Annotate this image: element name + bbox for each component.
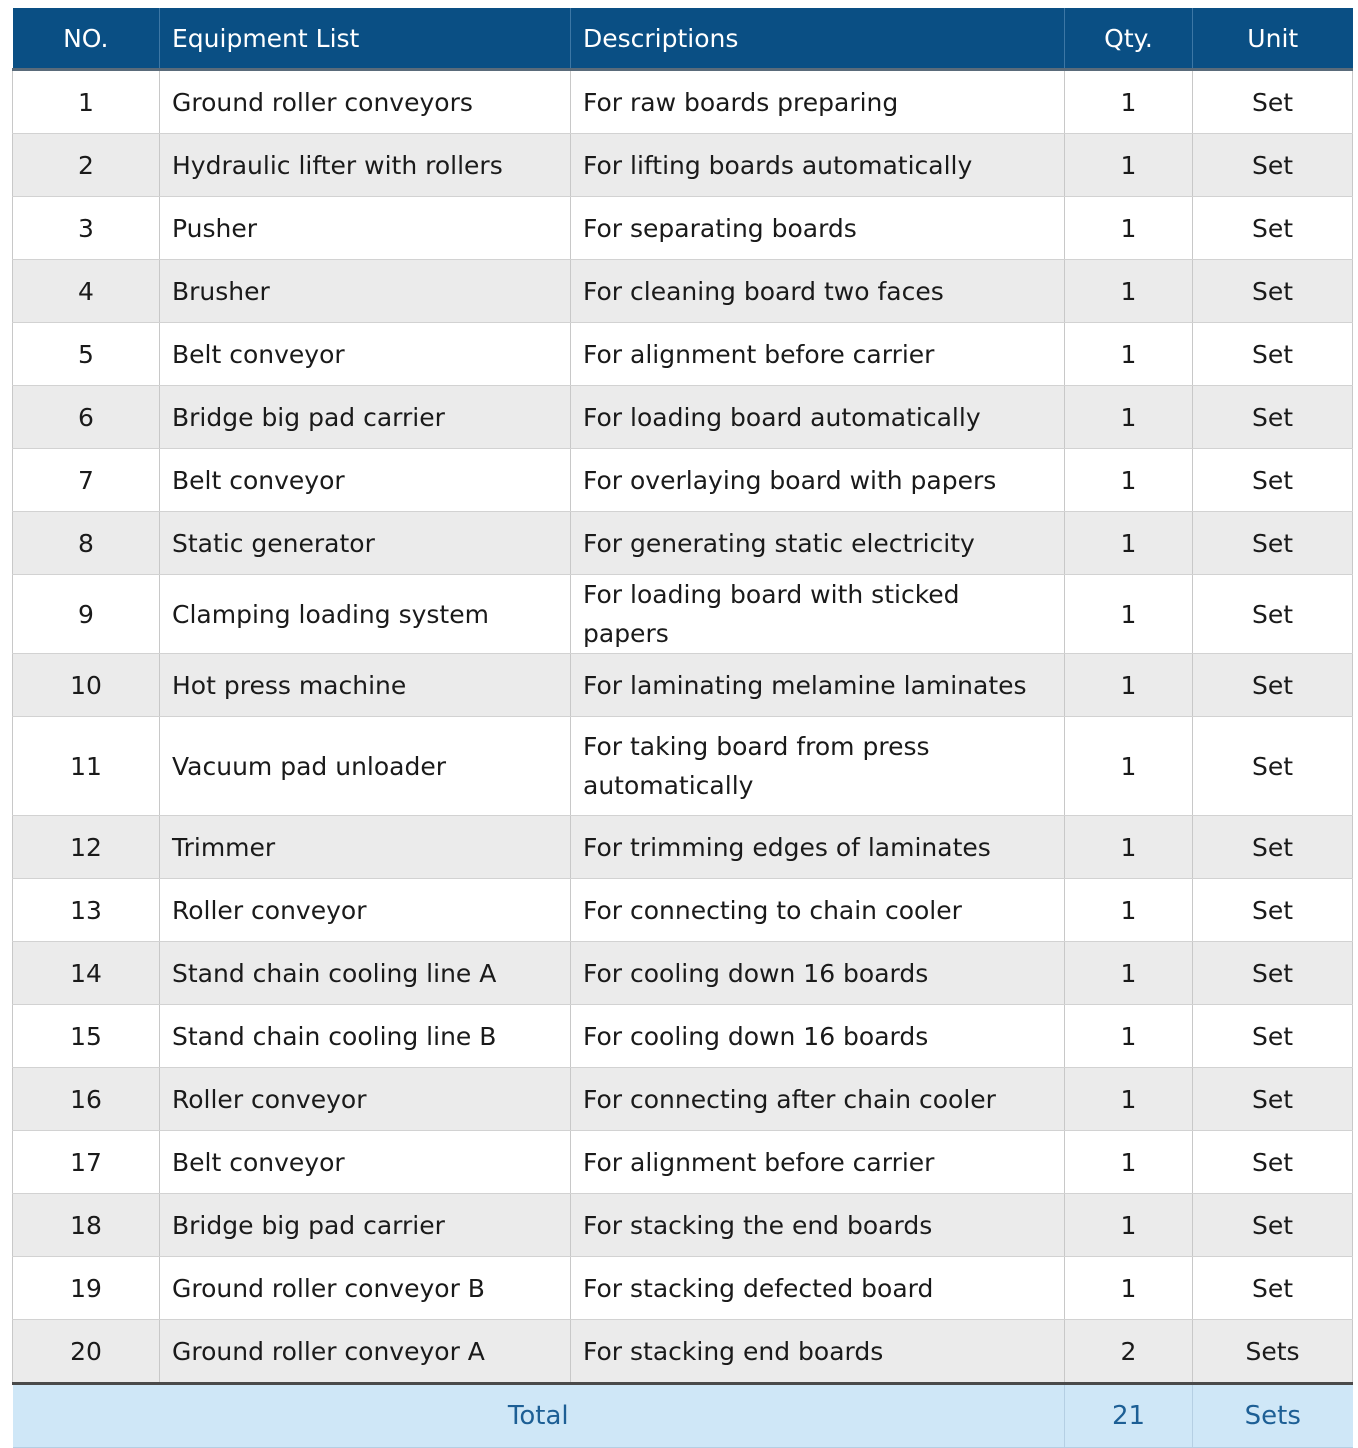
cell-equipment: Vacuum pad unloader [160, 717, 571, 816]
cell-unit: Set [1193, 1131, 1353, 1194]
cell-no: 4 [13, 260, 160, 323]
table-row [13, 70, 1353, 134]
cell-description: For loading board with sticked papers [571, 575, 1065, 654]
cell-equipment: Hot press machine [160, 654, 571, 717]
cell-unit: Set [1193, 323, 1353, 386]
total-unit: Sets [1193, 1384, 1353, 1448]
table-row [13, 717, 1353, 816]
table-row [13, 1005, 1353, 1068]
cell-description: For stacking end boards [571, 1320, 1065, 1384]
cell-unit: Set [1193, 260, 1353, 323]
cell-unit: Set [1193, 717, 1353, 816]
table-row [13, 1194, 1353, 1257]
cell-qty: 1 [1065, 575, 1193, 654]
cell-no: 12 [13, 816, 160, 879]
cell-equipment: Belt conveyor [160, 449, 571, 512]
cell-equipment: Ground roller conveyor B [160, 1257, 571, 1320]
cell-unit: Set [1193, 512, 1353, 575]
table-header [13, 8, 1353, 70]
cell-unit: Set [1193, 70, 1353, 134]
cell-equipment: Brusher [160, 260, 571, 323]
cell-equipment: Ground roller conveyor A [160, 1320, 571, 1384]
cell-equipment: Pusher [160, 197, 571, 260]
cell-unit: Set [1193, 449, 1353, 512]
cell-qty: 1 [1065, 260, 1193, 323]
cell-description: For loading board automatically [571, 386, 1065, 449]
cell-qty: 1 [1065, 449, 1193, 512]
cell-description: For raw boards preparing [571, 70, 1065, 134]
table-row [13, 879, 1353, 942]
cell-equipment: Belt conveyor [160, 1131, 571, 1194]
cell-qty: 1 [1065, 879, 1193, 942]
cell-description: For cooling down 16 boards [571, 942, 1065, 1005]
cell-no: 11 [13, 717, 160, 816]
cell-description: For separating boards [571, 197, 1065, 260]
cell-equipment: Roller conveyor [160, 1068, 571, 1131]
cell-no: 7 [13, 449, 160, 512]
cell-no: 15 [13, 1005, 160, 1068]
cell-no: 2 [13, 134, 160, 197]
cell-no: 3 [13, 197, 160, 260]
cell-description: For cleaning board two faces [571, 260, 1065, 323]
cell-unit: Set [1193, 1068, 1353, 1131]
cell-equipment: Stand chain cooling line B [160, 1005, 571, 1068]
header-equipment: Equipment List [160, 8, 571, 70]
cell-no: 17 [13, 1131, 160, 1194]
header-row [13, 8, 1353, 70]
cell-no: 10 [13, 654, 160, 717]
cell-unit: Set [1193, 942, 1353, 1005]
cell-no: 5 [13, 323, 160, 386]
cell-qty: 1 [1065, 816, 1193, 879]
header-description: Descriptions [571, 8, 1065, 70]
header-qty: Qty. [1065, 8, 1193, 70]
cell-no: 9 [13, 575, 160, 654]
cell-description: For stacking the end boards [571, 1194, 1065, 1257]
cell-no: 1 [13, 70, 160, 134]
cell-equipment: Clamping loading system [160, 575, 571, 654]
equipment-table-container [12, 8, 1352, 1448]
cell-no: 18 [13, 1194, 160, 1257]
cell-qty: 1 [1065, 654, 1193, 717]
table-row [13, 942, 1353, 1005]
cell-qty: 2 [1065, 1320, 1193, 1384]
cell-qty: 1 [1065, 512, 1193, 575]
cell-equipment: Static generator [160, 512, 571, 575]
table-row [13, 197, 1353, 260]
cell-qty: 1 [1065, 1194, 1193, 1257]
cell-qty: 1 [1065, 386, 1193, 449]
header-unit: Unit [1193, 8, 1353, 70]
cell-unit: Sets [1193, 1320, 1353, 1384]
table-row [13, 323, 1353, 386]
cell-qty: 1 [1065, 717, 1193, 816]
cell-unit: Set [1193, 879, 1353, 942]
table-row [13, 816, 1353, 879]
total-qty: 21 [1065, 1384, 1193, 1448]
cell-description: For laminating melamine laminates [571, 654, 1065, 717]
cell-qty: 1 [1065, 1005, 1193, 1068]
cell-qty: 1 [1065, 70, 1193, 134]
cell-unit: Set [1193, 1194, 1353, 1257]
cell-description: For overlaying board with papers [571, 449, 1065, 512]
table-row [13, 1068, 1353, 1131]
cell-description: For alignment before carrier [571, 323, 1065, 386]
cell-qty: 1 [1065, 942, 1193, 1005]
cell-unit: Set [1193, 575, 1353, 654]
cell-equipment: Ground roller conveyors [160, 70, 571, 134]
total-label: Total [13, 1384, 1065, 1448]
cell-no: 8 [13, 512, 160, 575]
cell-unit: Set [1193, 386, 1353, 449]
cell-unit: Set [1193, 816, 1353, 879]
cell-equipment: Bridge big pad carrier [160, 1194, 571, 1257]
cell-qty: 1 [1065, 323, 1193, 386]
cell-description: For taking board from press automatically [571, 717, 1065, 816]
cell-description: For stacking defected board [571, 1257, 1065, 1320]
cell-unit: Set [1193, 197, 1353, 260]
cell-equipment: Trimmer [160, 816, 571, 879]
cell-equipment: Stand chain cooling line A [160, 942, 571, 1005]
table-row [13, 260, 1353, 323]
table-row [13, 575, 1353, 654]
cell-equipment: Roller conveyor [160, 879, 571, 942]
table-row [13, 512, 1353, 575]
cell-no: 19 [13, 1257, 160, 1320]
table-row [13, 1320, 1353, 1384]
cell-qty: 1 [1065, 134, 1193, 197]
cell-description: For connecting after chain cooler [571, 1068, 1065, 1131]
cell-unit: Set [1193, 1257, 1353, 1320]
cell-description: For cooling down 16 boards [571, 1005, 1065, 1068]
cell-qty: 1 [1065, 1068, 1193, 1131]
cell-qty: 1 [1065, 1257, 1193, 1320]
table-row [13, 134, 1353, 197]
cell-unit: Set [1193, 654, 1353, 717]
cell-no: 6 [13, 386, 160, 449]
cell-equipment: Bridge big pad carrier [160, 386, 571, 449]
cell-no: 20 [13, 1320, 160, 1384]
cell-equipment: Hydraulic lifter with rollers [160, 134, 571, 197]
cell-description: For connecting to chain cooler [571, 879, 1065, 942]
cell-description: For generating static electricity [571, 512, 1065, 575]
table-body [13, 70, 1353, 1384]
cell-description: For trimming edges of laminates [571, 816, 1065, 879]
table-row [13, 449, 1353, 512]
cell-equipment: Belt conveyor [160, 323, 571, 386]
cell-qty: 1 [1065, 197, 1193, 260]
cell-no: 14 [13, 942, 160, 1005]
cell-unit: Set [1193, 134, 1353, 197]
cell-no: 16 [13, 1068, 160, 1131]
cell-description: For lifting boards automatically [571, 134, 1065, 197]
cell-no: 13 [13, 879, 160, 942]
table-row [13, 654, 1353, 717]
table-row [13, 386, 1353, 449]
cell-description: For alignment before carrier [571, 1131, 1065, 1194]
header-no: NO. [13, 8, 160, 70]
table-row [13, 1131, 1353, 1194]
equipment-table [12, 8, 1353, 1448]
cell-unit: Set [1193, 1005, 1353, 1068]
table-row [13, 1257, 1353, 1320]
cell-qty: 1 [1065, 1131, 1193, 1194]
